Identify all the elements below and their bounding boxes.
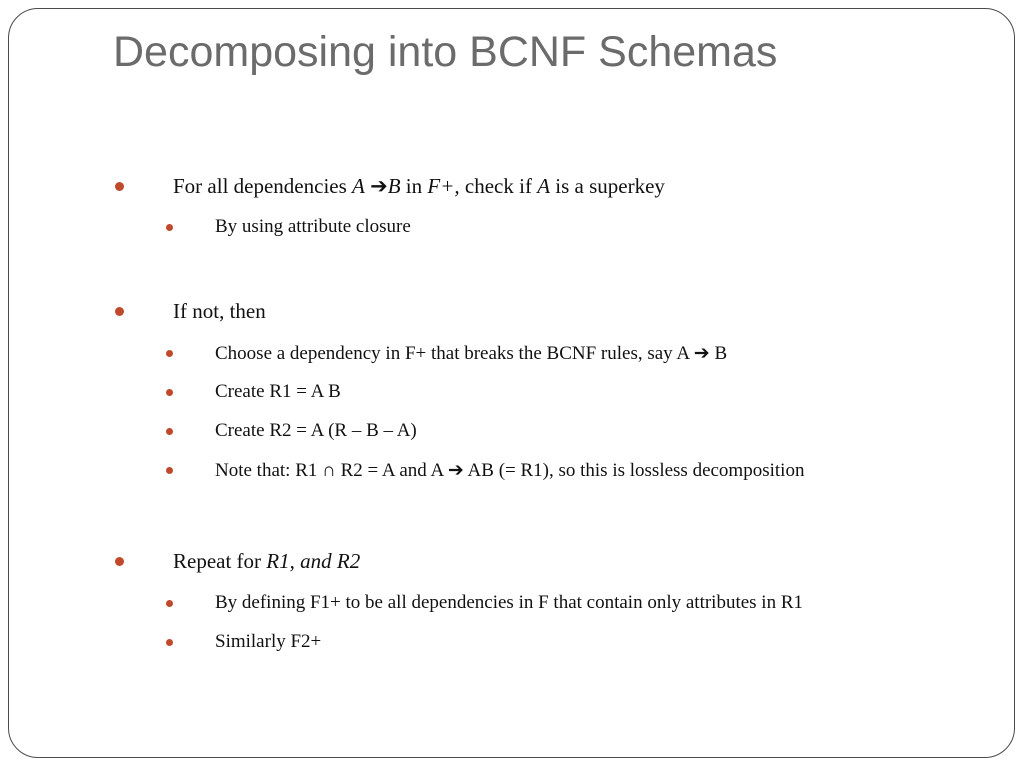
bullet-dot [166, 224, 173, 231]
bullet-all-dependencies [173, 174, 665, 199]
arrow-right-icon: ➔ [447, 459, 464, 481]
bullet-text: Repeat for [173, 549, 267, 573]
sub-bullet-defining-f1: By defining F1+ to be all dependencies in F that contain only attributes in R1 [215, 592, 804, 613]
sub-bullet-create-r1: Create R1 = A B [215, 381, 341, 402]
sub-bullet-attribute-closure: By using attribute closure [215, 216, 411, 237]
var-b: B [387, 174, 401, 198]
bullet-if-not-then: If not, then [173, 299, 266, 323]
bullet-text: B [709, 343, 728, 364]
bullet-text: For all dependencies [173, 174, 353, 198]
bullet-dot [115, 307, 124, 316]
bullet-dot [115, 557, 124, 566]
bullet-text: Note that: R1 ∩ R2 = A and A [215, 460, 448, 481]
sub-bullet-choose-dependency [215, 342, 727, 365]
bullet-repeat [173, 549, 360, 574]
bullet-text: check if [459, 174, 538, 198]
var-f-plus: F+, [427, 174, 460, 198]
bullet-dot [166, 467, 173, 474]
bullet-dot [166, 639, 173, 646]
bullet-dot [166, 600, 173, 607]
bullet-text: is a superkey [550, 174, 665, 198]
slide-frame [8, 8, 1015, 758]
arrow-right-icon: ➔ [693, 342, 710, 364]
bullet-dot [166, 350, 173, 357]
arrow-right-icon: ➔ [370, 174, 388, 198]
var-a: A [352, 174, 365, 198]
bullet-text: in [400, 174, 428, 198]
sub-bullet-create-r2: Create R2 = A (R – B – A) [215, 420, 417, 441]
bullet-text: Choose a dependency in F+ that breaks the BCNF rules, say A [215, 343, 694, 364]
sub-bullet-lossless-note [215, 459, 804, 482]
bullet-dot [115, 182, 124, 191]
sub-bullet-similarly-f2: Similarly F2+ [215, 631, 322, 652]
var-r1-r2: R1, and R2 [266, 549, 361, 573]
bullet-dot [166, 428, 173, 435]
bullet-dot [166, 389, 173, 396]
var-a: A [537, 174, 551, 198]
bullet-text: AB (= R1), so this is lossless decomposition [463, 460, 805, 481]
slide-title: Decomposing into BCNF Schemas [113, 28, 778, 76]
